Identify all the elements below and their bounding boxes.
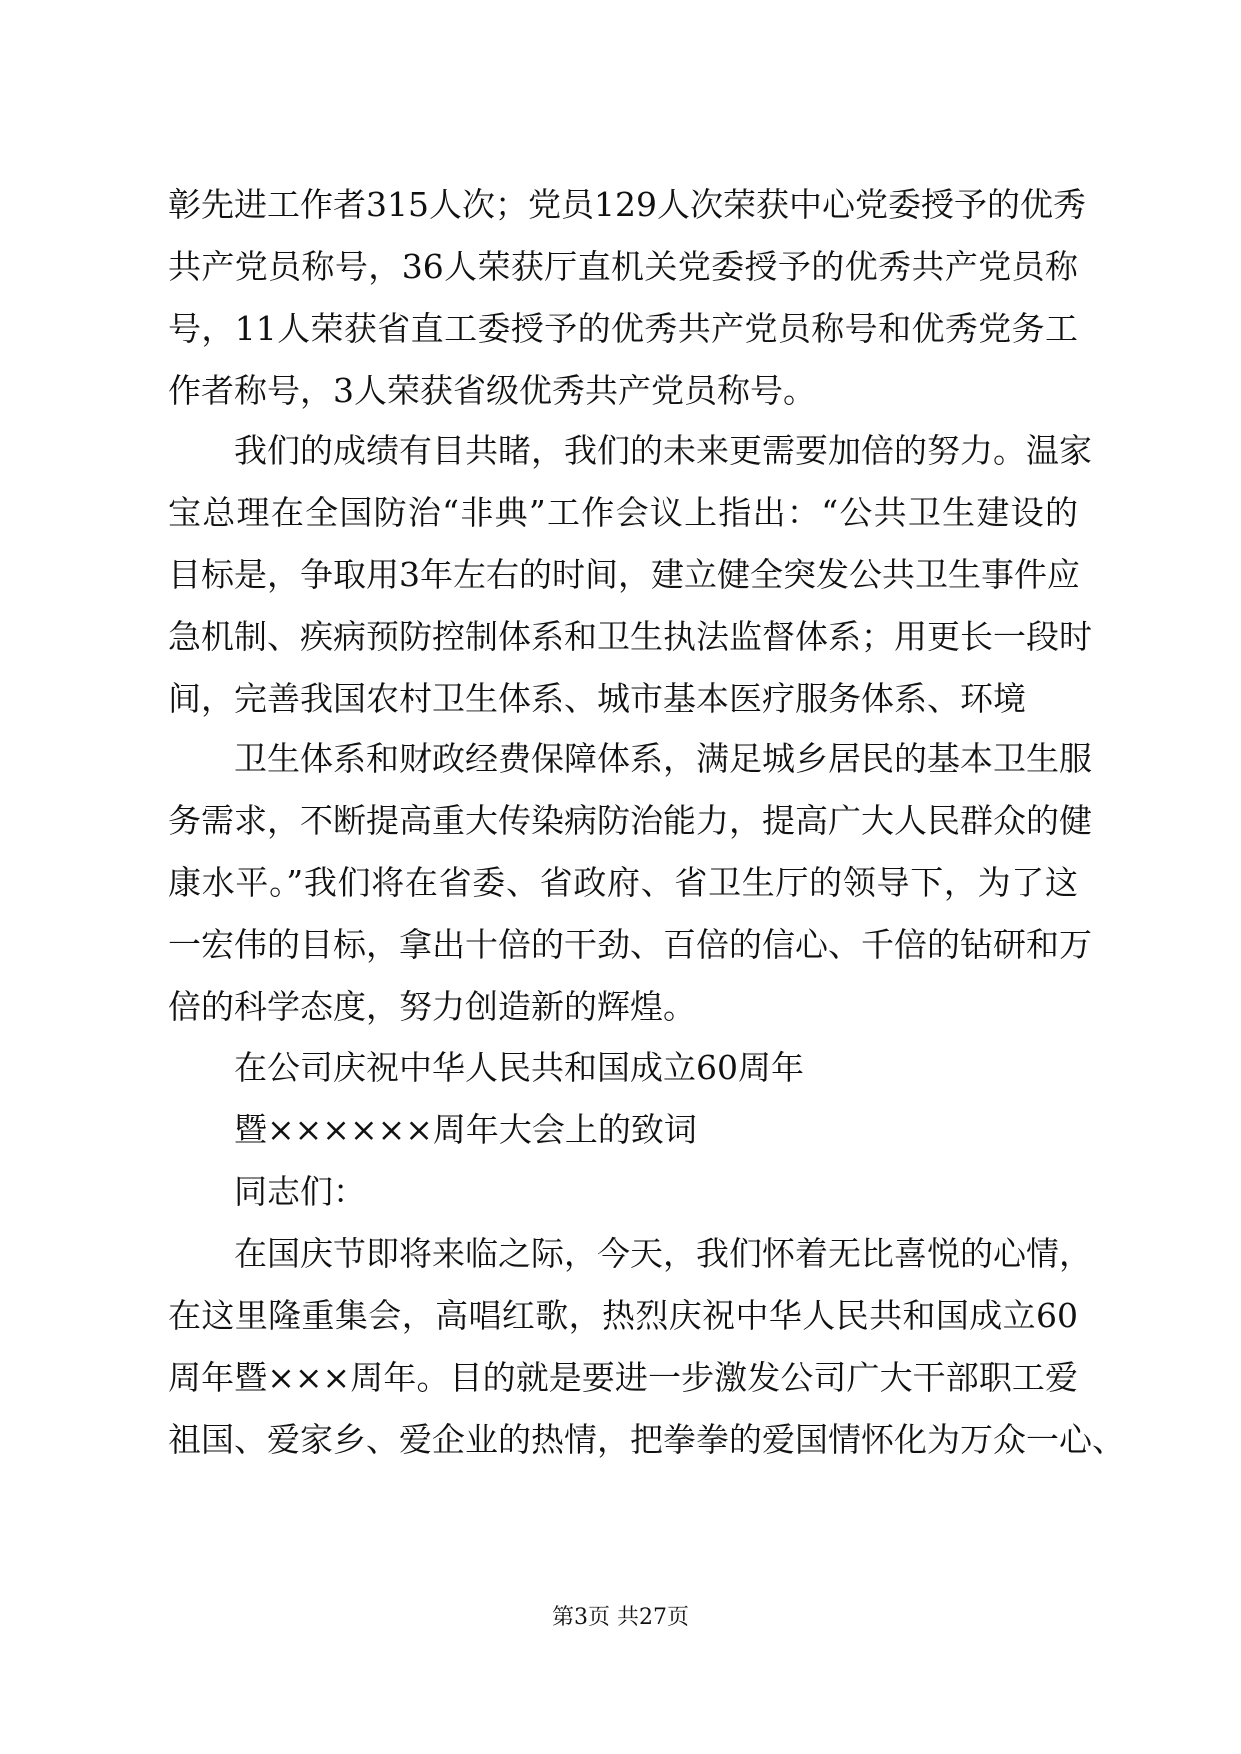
speech-title-line-2: [168, 1099, 1078, 1161]
salutation: [168, 1161, 1078, 1223]
text-line: 务需求，不断提高重大传染病防治能力，提高广大人民群众的健: [168, 801, 1092, 840]
paragraph: [168, 1223, 1125, 1471]
text-line: 同志们：: [234, 1172, 366, 1211]
page-number-footer: 第3页 共27页: [552, 1605, 689, 1630]
paragraph: [168, 728, 1092, 1038]
text-line: 倍的科学态度，努力创造新的辉煌。: [168, 987, 696, 1026]
text-line: 我们的成绩有目共睹，我们的未来更需要加倍的努力。温家: [234, 431, 1092, 470]
text-line: 一宏伟的目标，拿出十倍的干劲、百倍的信心、千倍的钻研和万: [168, 925, 1092, 964]
text-line: 康水平。”我们将在省委、省政府、省卫生厅的领导下，为了这: [168, 863, 1078, 902]
paragraph: [168, 174, 1086, 422]
text-line: 在公司庆祝中华人民共和国成立60周年: [234, 1048, 804, 1087]
text-line: 号，11人荣获省直工委授予的优秀共产党员称号和优秀党务工: [168, 309, 1078, 348]
text-line: 间，完善我国农村卫生体系、城市基本医疗服务体系、环境: [168, 679, 1026, 718]
text-line: 卫生体系和财政经费保障体系，满足城乡居民的基本卫生服: [234, 739, 1092, 778]
text-line: 目标是，争取用3年左右的时间，建立健全突发公共卫生事件应: [168, 555, 1080, 594]
text-line: 共产党员称号，36人荣获厅直机关党委授予的优秀共产党员称: [168, 247, 1078, 286]
text-line: 宝总理在全国防治“非典”工作会议上指出：“公共卫生建设的: [168, 493, 1078, 532]
speech-title-line-1: [168, 1037, 1078, 1099]
text-line: 暨××××××周年大会上的致词: [234, 1110, 697, 1149]
text-line: 在国庆节即将来临之际，今天，我们怀着无比喜悦的心情，: [234, 1234, 1092, 1273]
text-line: 周年暨×××周年。目的就是要进一步激发公司广大干部职工爱: [168, 1358, 1078, 1397]
text-line: 急机制、疾病预防控制体系和卫生执法监督体系；用更长一段时: [168, 617, 1092, 656]
paragraph: [168, 420, 1092, 730]
text-line: 在这里隆重集会，高唱红歌，热烈庆祝中华人民共和国成立60: [168, 1296, 1078, 1335]
text-line: 彰先进工作者315人次；党员129人次荣获中心党委授予的优秀: [168, 185, 1086, 224]
text-line: 作者称号，3人荣获省级优秀共产党员称号。: [168, 371, 816, 410]
text-line: 祖国、爱家乡、爱企业的热情，把拳拳的爱国情怀化为万众一心、: [168, 1420, 1125, 1459]
